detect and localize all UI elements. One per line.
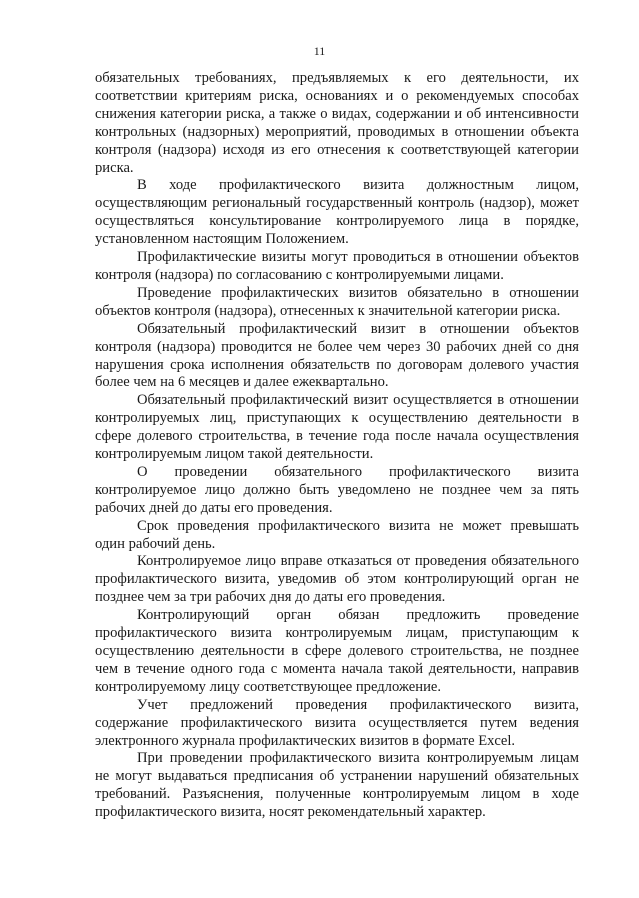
paragraph: Профилактические визиты могут проводиться в отношении объектов контроля (надзора) по согласованию с контролируемыми лицами. [95,249,579,283]
document-body [95,70,579,822]
paragraph-continuation: обязательных требованиях, предъявляемых к его деятельности, их соответствии критериям риска, основаниях и о рекомендуемых способах снижения категории риска, а также о видах, содержании и об интенсивности контрольных (надзорных) мероприятий, проводимых в отношении объекта контроля (надзора) исходя из его отнесения к соответствующей категории риска. [95,70,579,176]
paragraph: Проведение профилактических визитов обязательно в отношении объектов контроля (надзора), отнесенных к значительной категории риска. [95,284,579,319]
paragraph: При проведении профилактического визита контролируемым лицам не могут выдаваться предписания об устранении нарушений обязательных требований. Разъяснения, полученные контролируемым лицом в ходе профилактического визита, носят рекомендательный характер. [95,750,579,821]
paragraph: Срок проведения профилактического визита не может превышать один рабочий день. [95,517,579,552]
paragraph: Контролируемое лицо вправе отказаться от проведения обязательного профилактического визита, уведомив об этом контролирующий орган не позднее чем за три рабочих дня до даты его проведения. [95,553,579,606]
page-number: 11 [313,44,326,58]
paragraph: В ходе профилактического визита должностным лицом, осуществляющим региональный государственный контроль (надзор), может осуществляться консультирование контролируемого лица в порядке, установленном настоящим Положением. [95,177,579,248]
paragraph: Обязательный профилактический визит в отношении объектов контроля (надзора) проводится не более чем через 30 рабочих дней со дня нарушения срока исполнения обязательств по договорам долевого участия более чем на 6 месяцев и далее ежеквартально. [95,320,579,391]
paragraph: Учет предложений проведения профилактического визита, содержание профилактического визита осуществляется путем ведения электронного журнала профилактических визитов в формате Excel. [95,696,579,749]
paragraph: Контролирующий орган обязан предложить проведение профилактического визита контролируемым лицам, приступающим к осуществлению деятельности в сфере долевого строительства, не позднее чем в течение одного года с момента начала такой деятельности, направив контролируемому лицу соответствующее предложение. [95,607,579,695]
paragraph: О проведении обязательного профилактического визита контролируемое лицо должно быть уведомлено не позднее чем за пять рабочих дней до даты его проведения. [95,463,579,516]
paragraph: Обязательный профилактический визит осуществляется в отношении контролируемых лиц, приступающих к осуществлению деятельности в сфере долевого строительства, в течение года после начала осуществления контролируемым лицом такой деятельности. [95,392,579,463]
